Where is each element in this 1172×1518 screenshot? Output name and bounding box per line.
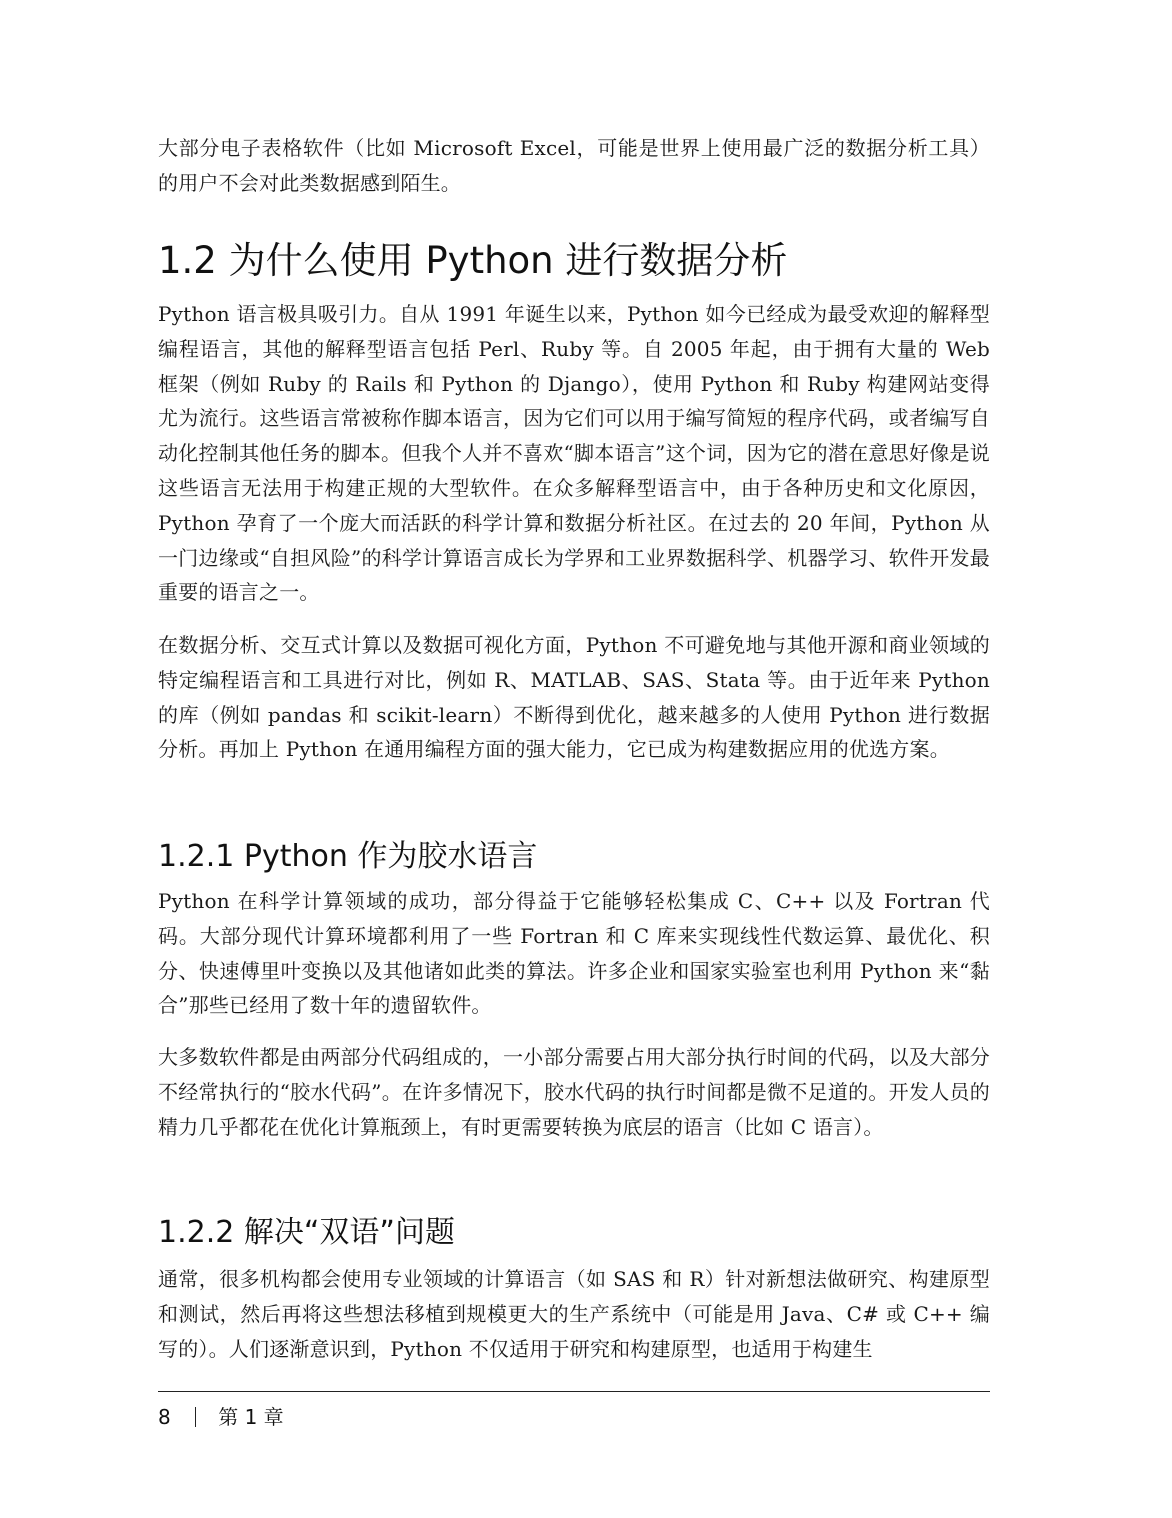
subsection-heading-two-language: 1.2.2 解决“双语”问题	[158, 1215, 455, 1250]
section-heading: 1.2 为什么使用 Python 进行数据分析	[158, 239, 788, 282]
two-language-paragraph-1: 通常，很多机构都会使用专业领域的计算语言（如 SAS 和 R）针对新想法做研究、构建原型和测试，然后再将这些想法移植到规模更大的生产系统中（可能是用 Java、C# 或 C++ 编写的）。人们逐渐意识到，Python 不仅适用于研究和构建原型，也适用于构建生	[158, 1267, 990, 1361]
footer-separator	[195, 1407, 197, 1427]
section-paragraph-2: 在数据分析、交互式计算以及数据可视化方面，Python 不可避免地与其他开源和商业领域的特定编程语言和工具进行对比，例如 R、MATLAB、SAS、Stata 等。由于近年来 Python 的库（例如 pandas 和 scikit-learn）不断得到优化，越来越多的人使用 Python 进行数据分析。再加上 Python 在通用编程方面的强大能力，它已成为构建数据应用的优选方案。	[158, 633, 990, 762]
chapter-label: 第 1 章	[218, 1405, 284, 1429]
glue-paragraph-2: 大多数软件都是由两部分代码组成的，一小部分需要占用大部分执行时间的代码，以及大部分不经常执行的“胶水代码”。在许多情况下，胶水代码的执行时间都是微不足道的。开发人员的精力几乎都花在优化计算瓶颈上，有时更需要转换为底层的语言（比如 C 语言）。	[158, 1045, 990, 1139]
subsection-heading-glue: 1.2.1 Python 作为胶水语言	[158, 839, 538, 874]
glue-paragraph-1: Python 在科学计算领域的成功，部分得益于它能够轻松集成 C、C++ 以及 Fortran 代码。大部分现代计算环境都利用了一些 Fortran 和 C 库来实现线性代数运算、最优化、积分、快速傅里叶变换以及其他诸如此类的算法。许多企业和国家实验室也利用 Python 来“黏合”那些已经用了数十年的遗留软件。	[158, 889, 990, 1018]
page-footer	[158, 1403, 284, 1431]
section-paragraph-1: Python 语言极具吸引力。自从 1991 年诞生以来，Python 如今已经成为最受欢迎的解释型编程语言，其他的解释型语言包括 Perl、Ruby 等。自 2005 年起，由于拥有大量的 Web 框架（例如 Ruby 的 Rails 和 Python 的 Django），使用 Python 和 Ruby 构建网站变得尤为流行。这些语言常被称作脚本语言，因为它们可以用于编写简短的程序代码，或者编写自动化控制其他任务的脚本。但我个人并不喜欢“脚本语言”这个词，因为它的潜在意思好像是说这些语言无法用于构建正规的大型软件。在众多解释型语言中，由于各种历史和文化原因，Python 孕育了一个庞大而活跃的科学计算和数据分析社区。在过去的 20 年间，Python 从一门边缘或“自担风险”的科学计算语言成长为学界和工业界数据科学、机器学习、软件开发最重要的语言之一。	[158, 302, 990, 605]
page-number: 8	[158, 1405, 171, 1429]
intro-paragraph: 大部分电子表格软件（比如 Microsoft Excel，可能是世界上使用最广泛的数据分析工具）的用户不会对此类数据感到陌生。	[158, 136, 990, 195]
footer-rule	[158, 1391, 990, 1392]
book-page	[158, 0, 990, 1518]
